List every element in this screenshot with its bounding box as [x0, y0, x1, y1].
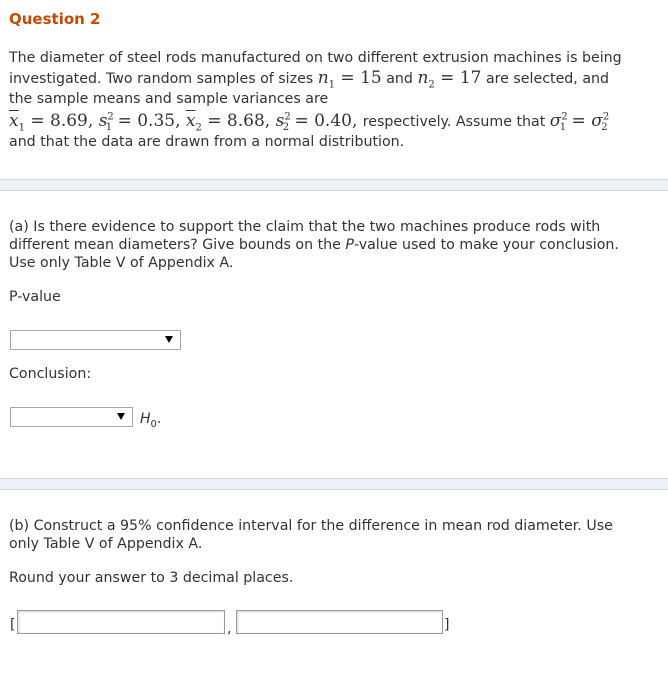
sample-stats-equation: $\overline{x}_1 = 8.69$, $s^2_1 = 0.35$, $\overline{x}_2 = 8.68$, $s^2_2 = 0.40$, — [9, 111, 363, 134]
section-divider-1 — [0, 179, 668, 191]
stem-line-1: The diameter of steel rods manufactured on two different extrusion machines is being — [9, 50, 622, 66]
n2-equation: $n_2 = 17$ — [417, 68, 482, 91]
round-instruction: Round your answer to 3 decimal places. — [9, 570, 294, 586]
dropdown-arrow-icon — [165, 336, 173, 343]
part-b-prompt — [9, 517, 661, 553]
section-divider-2 — [0, 478, 668, 490]
question-stem — [9, 48, 661, 152]
part-a-prompt — [9, 218, 661, 272]
ci-upper-input[interactable] — [236, 610, 443, 634]
comma-separator: , — [227, 621, 232, 637]
part-b-line-2: only Table V of Appendix A. — [9, 536, 203, 552]
stem-line-4 — [9, 111, 661, 132]
n1-equation: $n_1 = 15$ — [317, 68, 382, 91]
h0-label: $H_0$. — [140, 411, 162, 430]
pvalue-dropdown[interactable] — [10, 330, 181, 350]
stem-line-2-a: investigated. Two random samples of sizes — [9, 71, 318, 87]
part-b-line-1: (b) Construct a 95% confidence interval for the difference in mean rod diameter. Use — [9, 518, 613, 534]
stem-line-5: and that the data are drawn from a normal distribution. — [9, 134, 405, 150]
question-title: Question 2 — [9, 10, 101, 28]
part-a-line-2: different mean diameters? Give bounds on the P-value used to make your conclusion. — [9, 237, 619, 253]
stem-line-2 — [9, 68, 661, 89]
conclusion-label: Conclusion: — [9, 366, 92, 382]
ci-lower-input[interactable] — [17, 610, 225, 634]
stem-line-3: the sample means and sample variances are — [9, 91, 329, 107]
conclusion-dropdown[interactable] — [10, 407, 133, 427]
variance-equality: $\sigma^2_1 = \sigma^2_2$ — [549, 111, 610, 134]
close-bracket: ] — [444, 617, 450, 633]
dropdown-arrow-icon — [117, 413, 125, 420]
part-a-line-3: Use only Table V of Appendix A. — [9, 255, 234, 271]
part-a-line-1: (a) Is there evidence to support the claim that the two machines produce rods with — [9, 219, 601, 235]
pvalue-label: P-value — [9, 289, 61, 305]
respectively-text: respectively. Assume that — [362, 114, 550, 130]
stem-line-2-b: are selected, and — [481, 71, 610, 87]
open-bracket: [ — [10, 617, 16, 633]
and-word: and — [381, 71, 418, 87]
